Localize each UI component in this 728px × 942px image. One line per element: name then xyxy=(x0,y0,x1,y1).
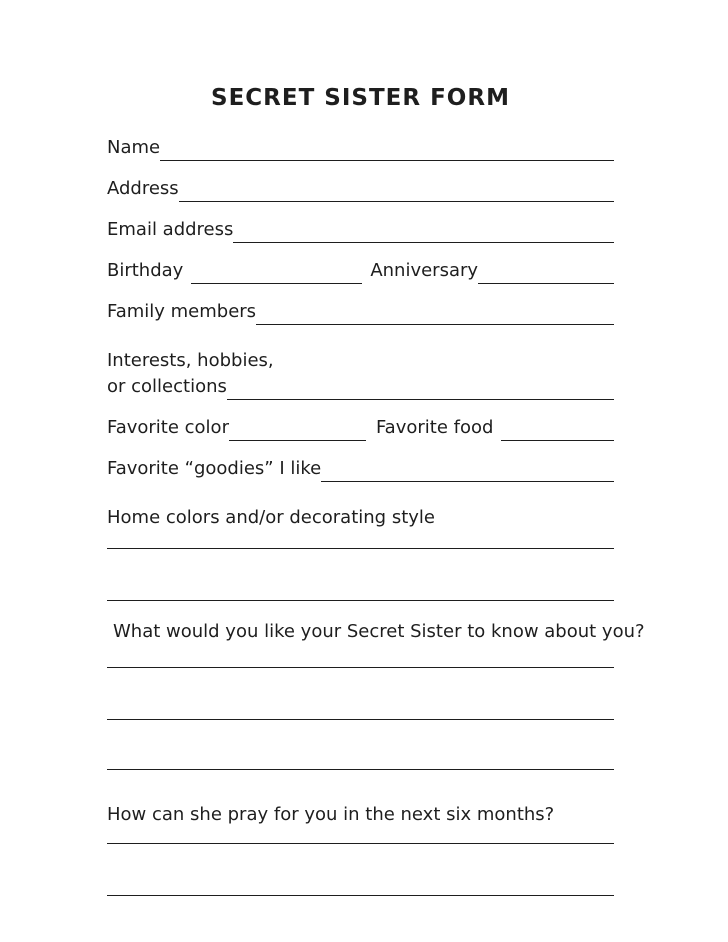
prayer-blank-line-2 xyxy=(107,895,614,896)
home-colors-label: Home colors and/or decorating style xyxy=(107,507,435,528)
about-you-blank-line-3 xyxy=(107,769,614,770)
anniversary-blank-line xyxy=(478,282,614,284)
interests-blank-line xyxy=(227,398,614,400)
form-title: SECRET SISTER FORM xyxy=(211,85,510,111)
email-blank-line xyxy=(233,241,614,243)
about-you-blank-line-1 xyxy=(107,667,614,668)
birthday-label: Birthday xyxy=(107,260,184,281)
about-you-question: What would you like your Secret Sister to know about you? xyxy=(113,621,645,642)
family-members-blank-line xyxy=(256,323,614,325)
home-colors-blank-line-1 xyxy=(107,548,614,549)
favorite-color-blank-line xyxy=(229,439,366,441)
email-label: Email address xyxy=(107,219,234,240)
address-field-row xyxy=(107,176,614,202)
favorite-goodies-blank-line xyxy=(321,480,614,482)
name-blank-line xyxy=(160,159,614,161)
prayer-question: How can she pray for you in the next six months? xyxy=(107,804,555,825)
interests-label-line2: or collections xyxy=(107,376,227,397)
interests-field-block xyxy=(107,348,614,400)
favorite-color-food-field-row xyxy=(107,415,614,441)
birthday-anniversary-field-row xyxy=(107,258,614,284)
interests-label-line1: Interests, hobbies, xyxy=(107,350,274,371)
name-label: Name xyxy=(107,137,161,158)
favorite-color-label: Favorite color xyxy=(107,417,229,438)
prayer-blank-line-1 xyxy=(107,843,614,844)
family-members-field-row xyxy=(107,299,614,325)
anniversary-label: Anniversary xyxy=(370,260,479,281)
favorite-food-blank-line xyxy=(501,439,614,441)
favorite-goodies-field-row xyxy=(107,456,614,482)
home-colors-blank-line-2 xyxy=(107,600,614,601)
address-label: Address xyxy=(107,178,179,199)
email-field-row xyxy=(107,217,614,243)
address-blank-line xyxy=(179,200,614,202)
favorite-food-label: Favorite food xyxy=(375,417,494,438)
favorite-goodies-label: Favorite “goodies” I like xyxy=(107,458,322,479)
about-you-blank-line-2 xyxy=(107,719,614,720)
family-members-label: Family members xyxy=(107,301,257,322)
birthday-blank-line xyxy=(191,282,362,284)
name-field-row xyxy=(107,135,614,161)
interests-field-row xyxy=(107,374,614,400)
